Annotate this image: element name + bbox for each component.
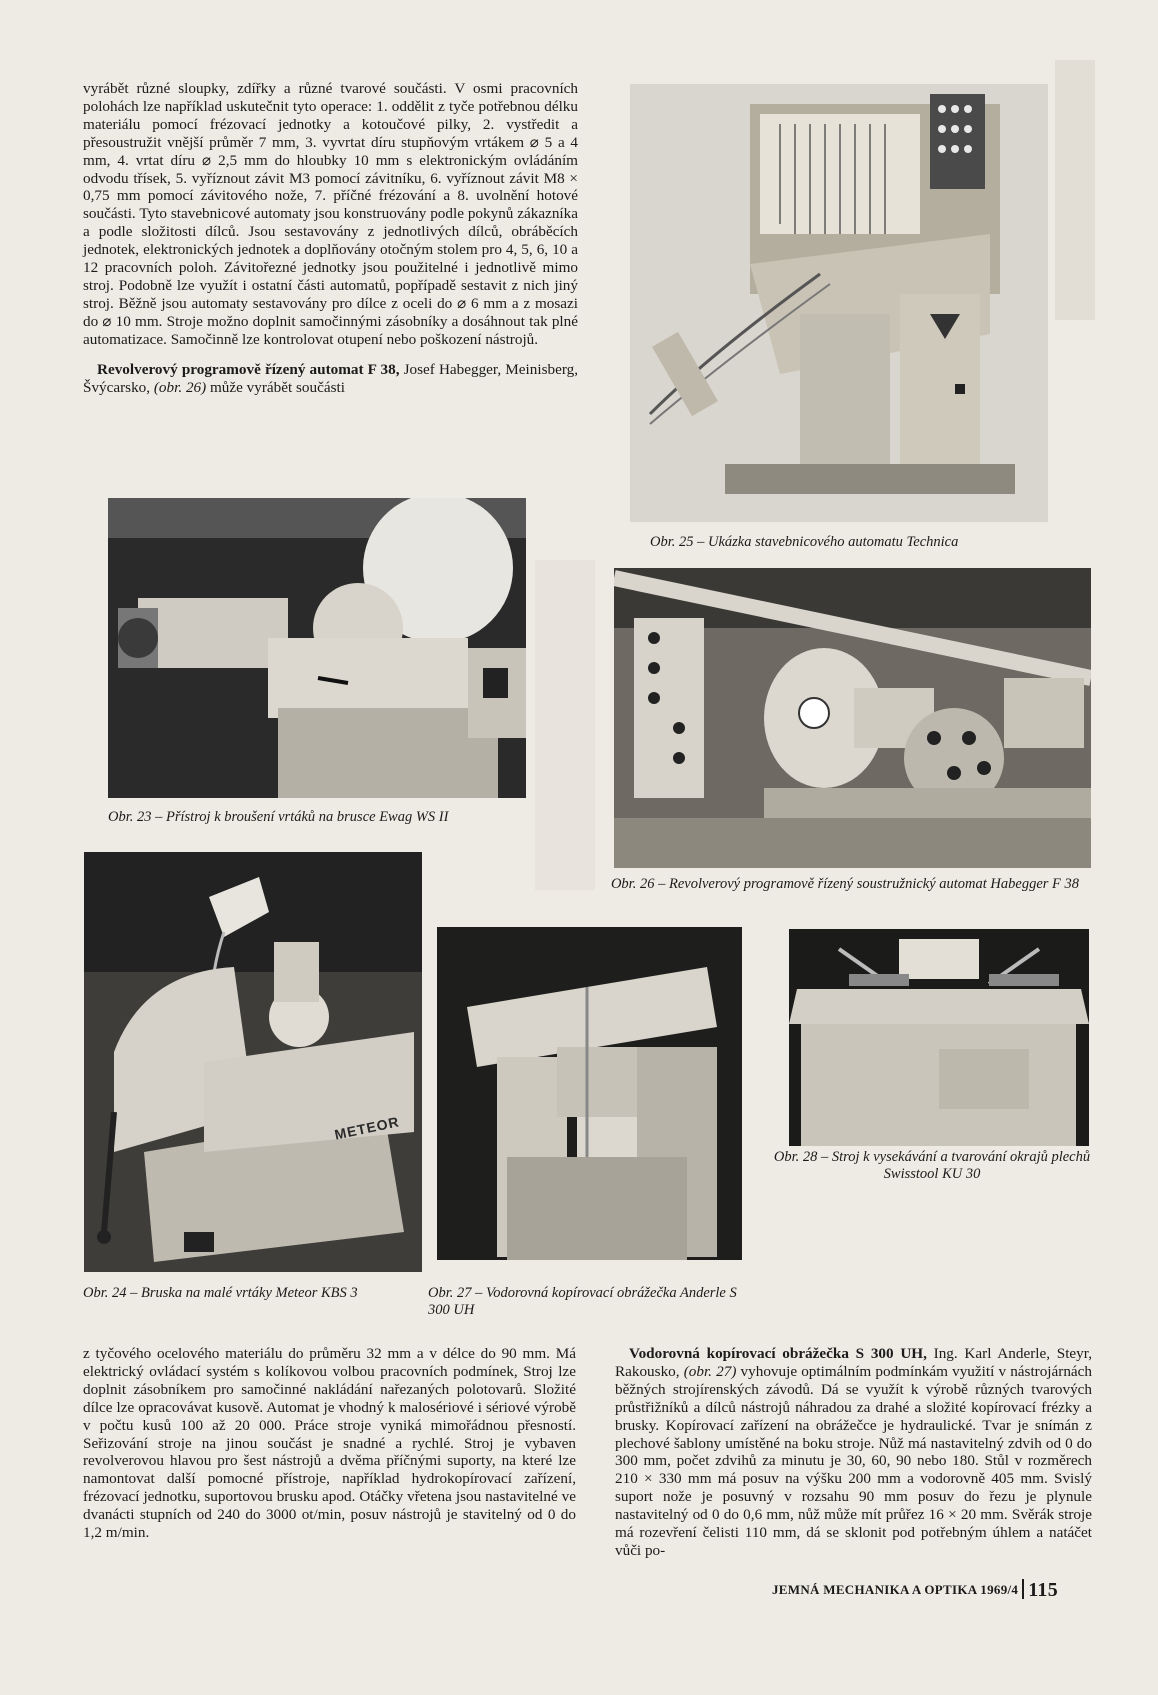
journal-title: JEMNÁ MECHANIKA A OPTIKA 1969/4 [772,1582,1019,1597]
anderle-maker: Ing. Karl Anderle, Steyr, Rakousko, [615,1345,1092,1380]
paragraph-technica: vyrábět různé sloupky, zdířky a různé tvarové součásti. V osmi pracovních polohách lze například uskutečnit tyto operace: 1. oddělit z tyče potřebnou délku materiálu pomocí frézovací jednotky a kotoučové pilky, 2. vystředit a přesoustružit vnější průměr 7 mm, 3. vyvrtat díru stupňovým vrtákem ⌀ 5 a 4 mm, 4. vrtat díru ⌀ 2,5 mm do hloubky 10 mm s elektronickým ovládáním odvodu třísek, 5. vyříznout závit M3 pomocí závitníku, 6. vyříznout závit M8 × 0,75 mm pomocí závitového nože, 7. příčné frézování a 8. uvolnění hotové součásti. Tyto stavebnicové automaty jsou konstruovány podle pokynů zákazníka a podle složitosti dílců. Jsou sestavovány z jednotlivých dílců, obráběcích jednotek, elektronických jednotek a doplňovány otočným stolem pro 4, 5, 6, 10 a 12 pracovních poloh. Závitořezné jednotky jsou použitelné i jednotlivě mimo stroj. Podobně lze využít i ostatní části automatů, popřípadě sestavit z nich jiný stroj. Běžně jsou automaty sestavovány pro dílce z oceli do ⌀ 6 mm a z mosazi do ⌀ 10 mm. Stroje možno doplnit samočinnými zásobníky a dosáhnout tak plné automatizace. Samočinně lze kontrolovat otupení nebo poškození nástrojů. [83,80,578,348]
left-column-text [83,80,578,396]
photo-fig24-meteor [84,852,422,1272]
photo-fig26-habegger [614,568,1091,868]
caption-fig27 [428,1285,758,1319]
heading-habegger: Revolverový programově řízený automat F 38, [97,360,400,378]
bleed-through-top-right [1055,60,1095,320]
meteor-brand-label: METEOR [333,1113,401,1143]
heading-anderle: Vodorovná kopírovací obrážečka S 300 UH, [629,1345,927,1362]
caption-fig23: Obr. 23 – Přístroj k broušení vrtáků na brusce Ewag WS II [108,809,449,825]
anderle-tail: vyhovuje optimálním podmínkám využití v nástrojárnách běžných strojírenských závodů. Dá se využít k výrobě různých tvarových průstřižníků a dílců nástrojů náhradou za drahé a složité kopírovací frézky a brusky. Kopírovací zařízení na obrážečce je hydraulické. Tvar je snímán z plechové šablony umístěné na boku stroje. Nůž má nastavitelný zdvih od 0 do 300 mm, počet zdvihů za minutu je 30, 60, 90 nebo 180. Stůl v rozměrech 210 × 330 mm má posuv na výšku 200 mm a vodorovně 405 mm. Svislý suport nože je posuvný v rozsahu 90 mm posuv do řezu je plynule nastavitelný od 0 do 0,6 mm, nůž může mít průřez 16 × 20 mm. Svěrák stroje má rozevření čelisti 110 mm, dá se sklonit pod potřebným úhlem a natáčet vůči po- [615,1362,1092,1559]
caption-fig24-text: Obr. 24 – Bruska na malé vrtáky Meteor KBS 3 [83,1285,358,1301]
bottom-left-text: z tyčového ocelového materiálu do průměru 32 mm a v délce do 90 mm. Má elektrický ovládací systém s kolíkovou volbou pracovních podmínek, Stroj lze doplnit zásobníkem pro samočinné nakládání nařezaných polotovarů. Složité dílce lze opracovávat kusově. Automat je vhodný k malosériové i sériové výrobě v počtu kusů 100 až 20 000. Práce stroje vyniká mimořádnou přesností. Seřizování stroje na jinou součást je snadné a rychlé. Stroj je vybaven revolverovou hlavou pro šest nástrojů a dvěma příčnými suporty, na které lze namontovat další pomocné přístroje, například hydrokopírovací zařízení, frézovací jednotku, suportovou brusku apod. Otáčky vřetena jsou nastavitelné ve dvanácti stupních od 240 do 3000 ot/min, posuv nástrojů je stavitelný od 0 do 1,2 m/min. [83,1345,576,1542]
paragraph-anderle [615,1345,1092,1560]
caption-fig26-text: Obr. 26 – Revolverový programově řízený soustružnický automat Habegger F 38 [610,876,1080,892]
ref-obr27: (obr. 27) [683,1362,737,1380]
caption-fig27-text: Obr. 27 – Vodorovná kopírovací obrážečka Anderle S 300 UH [428,1285,737,1318]
photo-fig27-anderle [437,927,742,1260]
caption-fig28-text: Obr. 28 – Stroj k vysekávání a tvarování okrajů plechů Swisstool KU 30 [773,1149,1091,1182]
bottom-right-text [615,1345,1092,1560]
caption-fig24 [83,1285,413,1302]
paragraph-habegger-intro [83,361,578,397]
page-footer [772,1579,1058,1602]
photo-fig23-ewag [108,498,526,798]
habegger-tail: může vyrábět součásti [206,378,345,396]
habegger-maker: Josef Habegger, Meinisberg, Švýcarsko, [83,360,578,396]
photo-fig28-swisstool [789,929,1089,1146]
caption-fig25: Obr. 25 – Ukázka stavebnicového automatu Technica [650,534,959,550]
caption-fig28 [772,1149,1092,1183]
bleed-through-mid-left [535,560,595,890]
photo-fig25-technica [630,84,1048,522]
footer-separator [1022,1579,1024,1599]
caption-fig26 [596,876,1094,893]
ref-obr26: (obr. 26) [153,378,207,396]
page-number: 115 [1028,1579,1059,1601]
